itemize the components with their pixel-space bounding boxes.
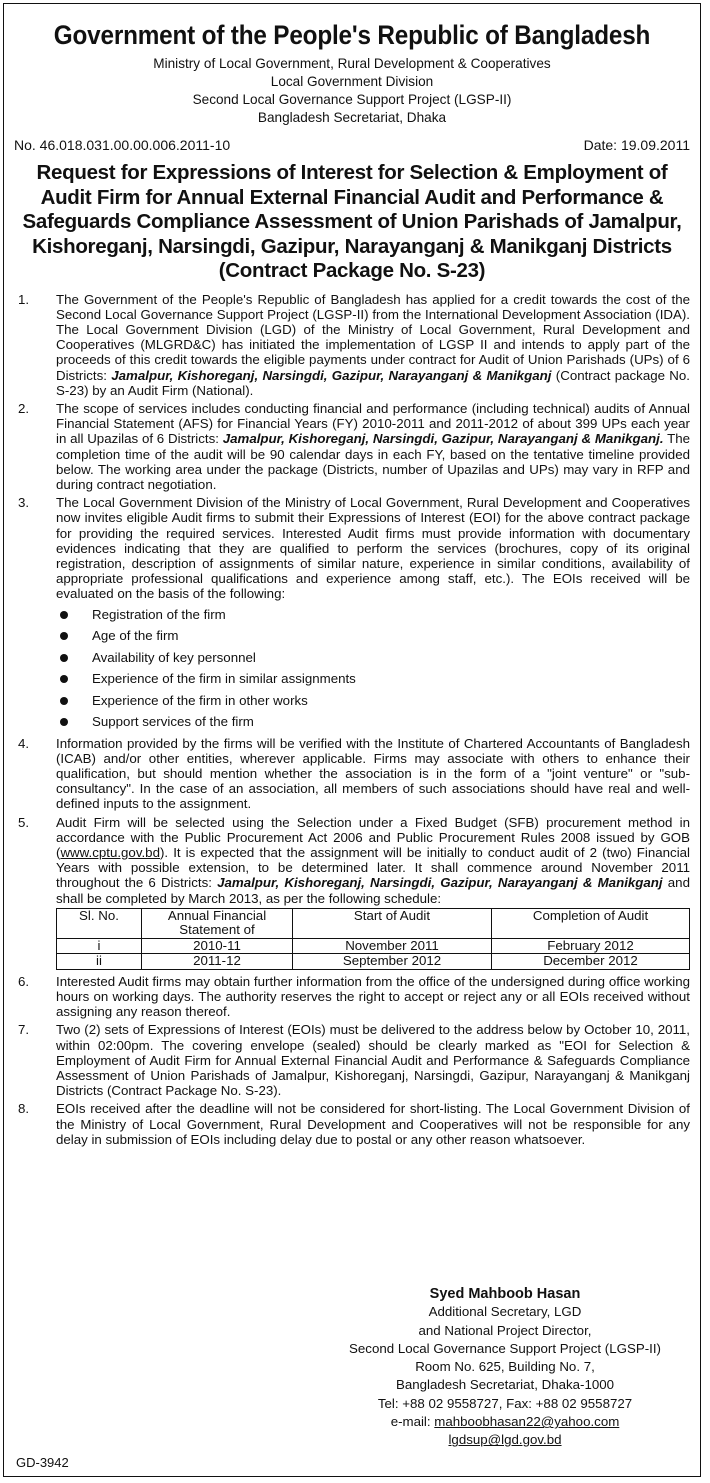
column-header: Start of Audit [293,908,492,938]
table-header-row [57,908,690,938]
item-text-part: ). It is expected that the assignment will be initially to conduct audit of 2 (two) Financial Years with possible extension, to be determined later. It shall commence around November 2011 throughout the 6 Districts: [56,844,690,891]
item-1 [14,292,690,398]
item-3 [14,495,690,732]
list-item: Age of the firm [56,625,690,647]
item-text [56,815,690,971]
list-item: Availability of key personnel [56,647,690,669]
project-line: Second Local Governance Support Project (LGSP-II) [192,92,512,107]
signatory-phone: Tel: +88 02 9558727, Fax: +88 02 9558727 [377,1395,633,1411]
item-5 [14,815,690,971]
item-4 [14,736,690,812]
advertisement-page [3,3,701,1477]
column-header: Sl. No. [57,908,142,938]
cptu-link[interactable]: www.cptu.gov.bd [60,844,160,860]
column-header: Completion of Audit [492,908,690,938]
item-number: 2. [18,400,30,416]
list-item: Experience of the firm in similar assignments [56,668,690,690]
government-title: Government of the People's Republic of Bangladesh [53,20,651,50]
item-number: 7. [18,1022,30,1038]
table-cell: February 2012 [492,938,690,954]
item-text-part: Audit Firm will be selected using the Selection under a Fixed Budget (SFB) procurement method in accordance with the Public Procurement Act 2006 and Public Procurement Rules 2008 issued by GOB ( [56,814,690,860]
item-number: 4. [18,735,30,751]
notice-heading: Request for Expressions of Interest for Selection & Employment of Audit Firm for Annual External Financial Audit and Performance & Safeguards Compliance Assessment of Union Parishads of Jamalpur, Kishoreganj, Narsingdi, Gazipur, Narayanganj & Manikganj Districts (Contract Package No. S-23) [22,161,682,282]
district-names: Jamalpur, Kishoreganj, Narsingdi, Gazipur, Narayanganj & Manikganj [111,367,552,383]
item-7 [14,1022,690,1098]
table-cell: i [57,938,142,954]
item-text-part: The completion time of the audit will be 90 calendar days in each FY, based on the tentative timeline provided below. The working area under the package (Districts, number of Upazilas and UPs) may vary in RFP and during contract negotiation. [56,431,691,492]
notice-items [14,292,690,1148]
ministry-line: Ministry of Local Government, Rural Development & Cooperatives [153,56,551,71]
item-text: EOIs received after the deadline will not be considered for short-listing. The Local Government Division of the Ministry of Local Government, Rural Development and Cooperatives will not be responsible for any delay in submission of EOIs including delay due to postal or any other reason whatsoever. [56,1101,690,1147]
ministry-block [14,55,690,127]
table-cell: November 2011 [293,938,492,954]
email-line [334,1413,676,1431]
list-item: Support services of the firm [56,711,690,733]
item-8 [14,1101,690,1147]
item-number: 8. [18,1101,30,1117]
item-text-part: The Local Government Division of the Ministry of Local Government, Rural Development and Cooperatives now invites eligible Audit firms to submit their Expressions of Interest (EOI) for the above contract package for providing the required services. Interested Audit firms must provide information with documentary evidences indicating that they are qualified to perform the services (brochures, copy of its original registration, description of assignments of similar nature, experience in similar conditions, availability of appropriate professional qualifications and experience among staff, etc.). The EOIs received will be evaluated on the basis of the following: [56,495,690,602]
audit-schedule-table [56,908,690,970]
item-text: Two (2) sets of Expressions of Interest (EOIs) must be delivered to the address below by October 10, 2011, within 02:00pm. The covering envelope (sealed) should be clearly marked as "EOI for Selection & Employment of Audit Firm for Annual External Financial Audit and Performance & Safeguards Compliance Assessment of Union Parishads of Jamalpur, Kishoreganj, Narsingdi, Gazipur, Narayanganj & Manikganj Districts (Contract Package No. S-23). [56,1022,690,1099]
list-item: Experience of the firm in other works [56,690,690,712]
signatory-address: Bangladesh Secretariat, Dhaka-1000 [395,1377,615,1393]
gd-code: GD-3942 [16,1455,69,1470]
item-text-part: The Government of the People's Republic of Bangladesh has applied for a credit towards the cost of the Second Local Governance Support Project (LGSP-II) from the International Development Association (IDA). The Local Government Division (LGD) of the Ministry of Local Government, Rural Development and Cooperatives (MLGRD&C) has initiated the implementation of LGSP II and intends to apply part of the proceeds of this credit towards the eligible payments under contract for Audit of Union Parishads (UPs) of 6 Districts: [56,291,690,383]
secretariat-line: Bangladesh Secretariat, Dhaka [257,110,447,125]
district-names: Jamalpur, Kishoreganj, Narsingdi, Gazipur, Narayanganj & Manikganj [217,875,663,891]
item-2 [14,401,690,492]
memo-number: No. 46.018.031.00.00.006.2011-10 [14,137,231,153]
item-number: 1. [18,291,30,307]
table-cell: 2010-11 [142,938,293,954]
item-number: 3. [18,495,30,511]
signatory-room: Room No. 625, Building No. 7, [415,1359,595,1375]
table-row [57,954,690,970]
district-names: Jamalpur, Kishoreganj, Narsingdi, Gazipur, Narayanganj & Manikganj. [222,431,664,447]
signatory-name: Syed Mahboob Hasan [429,1286,581,1302]
table-row [57,938,690,954]
item-text-part: (Contract package No. S-23) by an Audit Firm (National). [56,367,690,398]
item-text-part: and shall be completed by March 2013, as per the following schedule: [56,875,690,906]
table-cell: ii [57,954,142,970]
email-line-2 [334,1431,676,1449]
evaluation-criteria-list [56,604,690,733]
signatory-project: Second Local Governance Support Project (LGSP-II) [349,1340,661,1356]
email-link-lgd[interactable]: lgdsup@lgd.gov.bd [448,1432,562,1448]
division-line: Local Government Division [270,74,434,89]
item-text [56,495,690,732]
table-cell: 2011-12 [142,954,293,970]
item-text-part: The scope of services includes conducting financial and performance (including technical) audits of Annual Financial Statement (AFS) for Financial Years (FY) 2010-2011 and 2011-2012 of about 399 UPs each year in all Upazilas of 6 Districts: [56,400,690,447]
list-item: Registration of the firm [56,604,690,626]
table-cell: September 2012 [293,954,492,970]
email-label: e-mail: [390,1414,435,1430]
item-number: 6. [18,973,30,989]
item-number: 5. [18,814,30,830]
column-header: Annual Financial Statement of [142,908,293,938]
item-text [56,292,690,398]
email-link-yahoo[interactable]: mahboobhasan22@yahoo.com [434,1414,620,1430]
reference-row [14,137,690,153]
notice-date: Date: 19.09.2011 [583,137,690,153]
signature-block [334,1285,676,1450]
item-text: Information provided by the firms will be verified with the Institute of Chartered Accountants of Bangladesh (ICAB) and/or other entities, wherever applicable. Firms may associate with others to enhance their qualification, but should mention whether the association is in the form of a "joint venture" or "sub-consultancy". In the case of an association, all members of such associations should have real and well-defined inputs to the assignment. [56,735,690,812]
signatory-designation: Additional Secretary, LGD [428,1304,582,1320]
item-text: Interested Audit firms may obtain further information from the office of the undersigned during office working hours on working days. The authority reserves the right to accept or reject any or all EOIs received without assigning any reason thereof. [56,973,690,1020]
signatory-role: and National Project Director, [418,1322,592,1338]
item-text [56,401,690,492]
item-6 [14,974,690,1020]
table-cell: December 2012 [492,954,690,970]
